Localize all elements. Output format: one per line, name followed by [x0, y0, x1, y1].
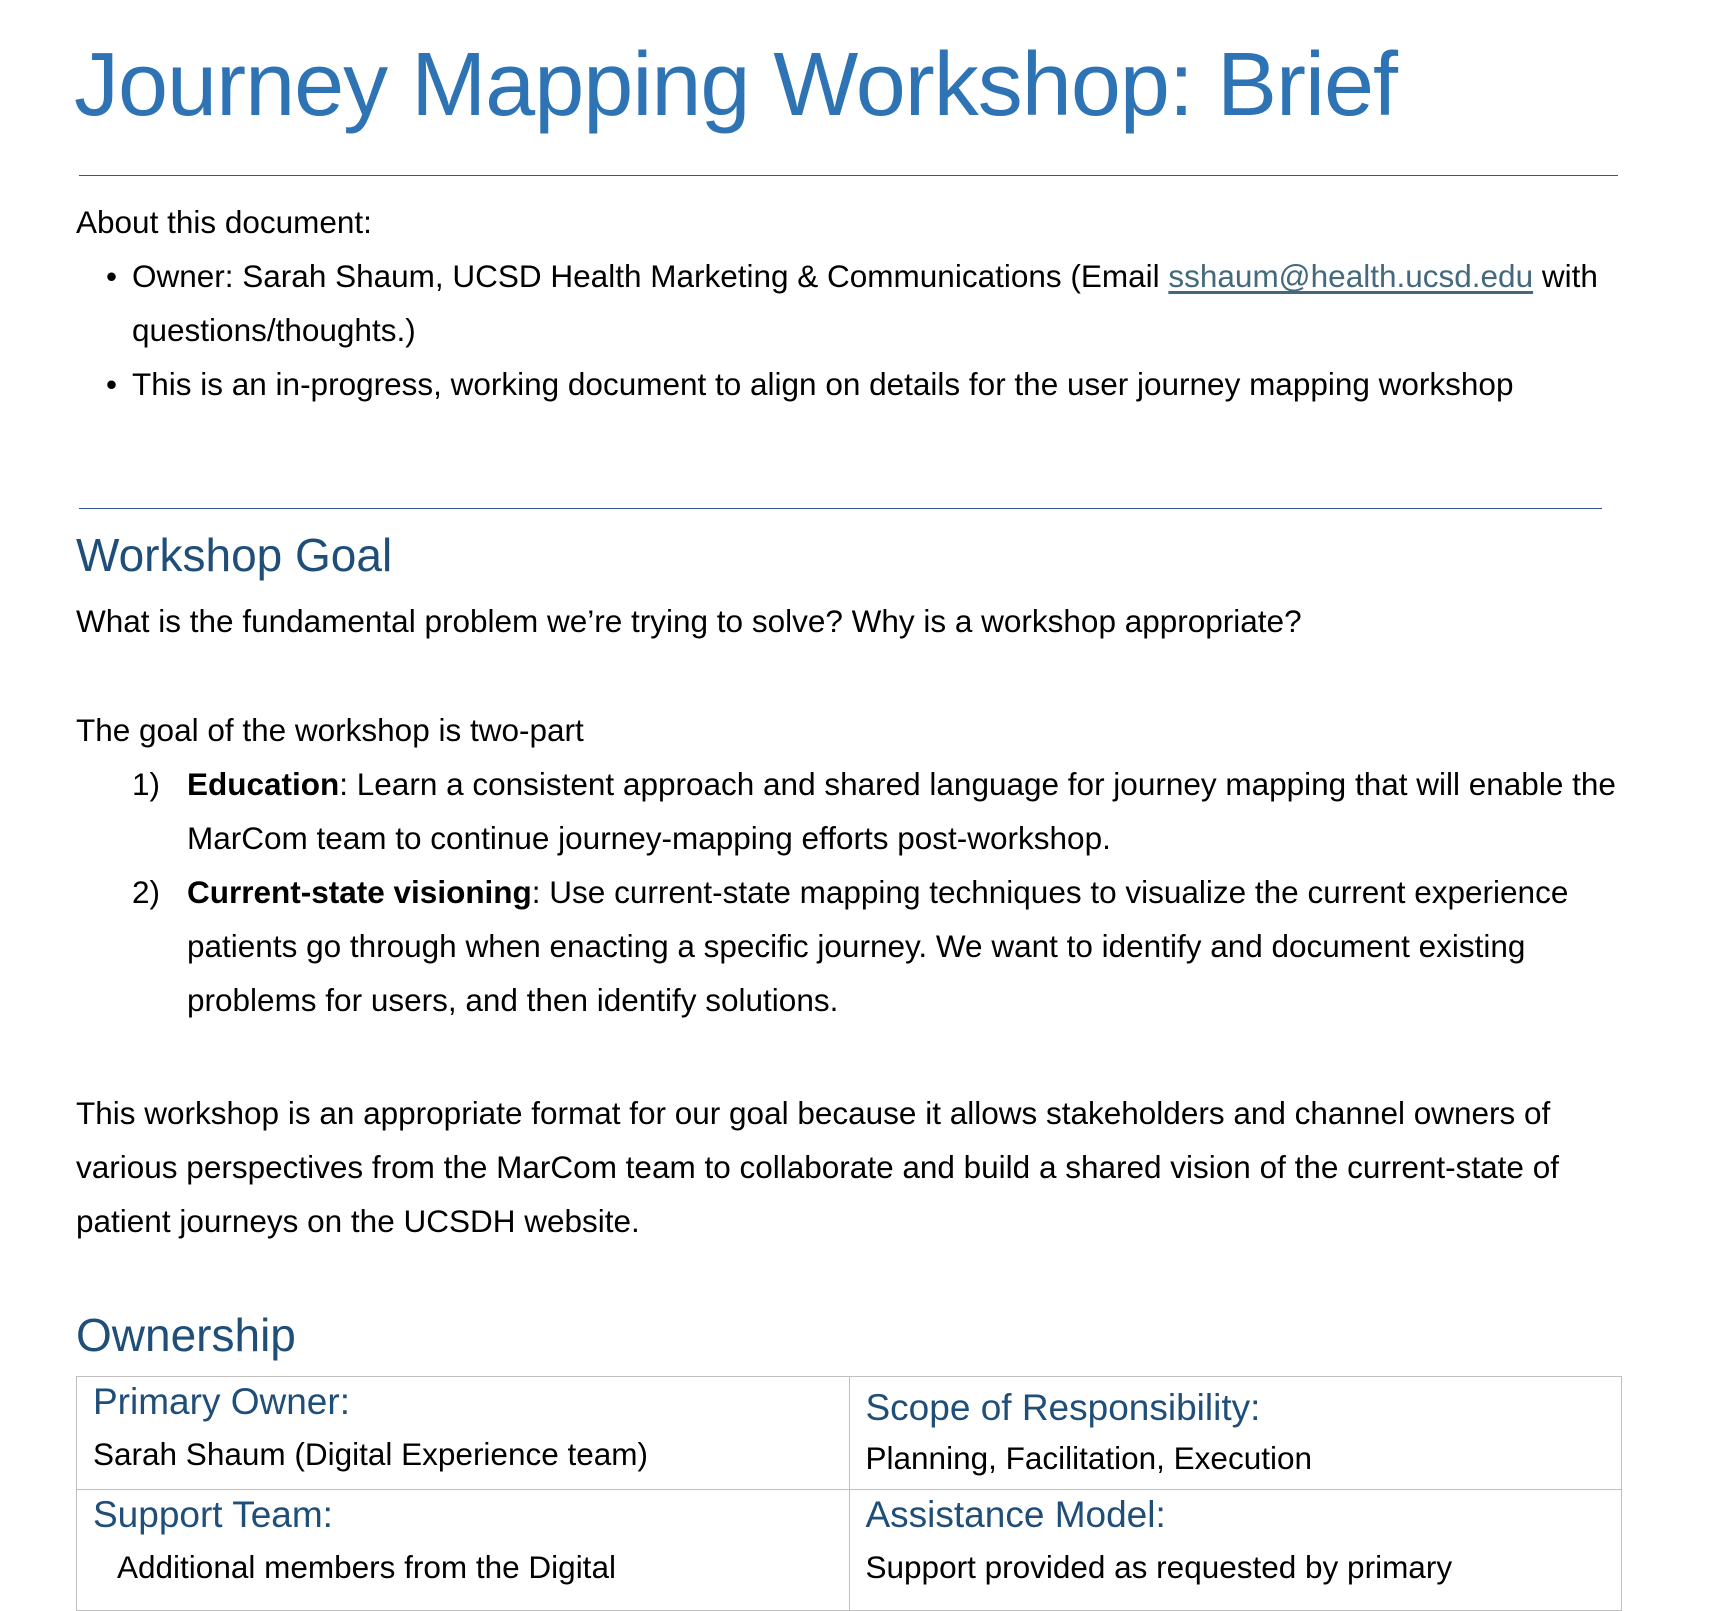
- about-bullet-progress: [76, 357, 1636, 411]
- workshop-goal-intro: The goal of the workshop is two-part: [76, 712, 584, 748]
- support-team-value: Additional members from the Digital: [117, 1549, 616, 1585]
- bullet-icon: •: [106, 366, 118, 402]
- about-bullet-owner: [76, 249, 1636, 357]
- owner-suffix: with questions/thoughts.): [132, 258, 1598, 348]
- owner-prefix: Owner: Sarah Shaum, UCSD Health Marketing & Communications (Email: [132, 258, 1169, 294]
- ownership-heading: Ownership: [76, 1309, 296, 1361]
- assistance-cell: [849, 1490, 1622, 1611]
- workshop-question: What is the fundamental problem we’re trying to solve? Why is a workshop appropriate?: [76, 603, 1302, 639]
- progress-text: This is an in-progress, working document to align on details for the user journey mapping workshop: [132, 366, 1514, 402]
- bullet-icon: •: [106, 258, 118, 294]
- workshop-closing-paragraph: This workshop is an appropriate format for our goal because it allows stakeholders and channel owners of various perspectives from the MarCom team to collaborate and build a shared vision of the current-state of patient journeys on the UCSDH website.: [76, 1095, 1559, 1239]
- assistance-label: Assistance Model:: [865, 1494, 1166, 1535]
- primary-owner-value: Sarah Shaum (Digital Experience team): [93, 1436, 649, 1472]
- support-team-label: Support Team:: [93, 1494, 333, 1535]
- goal-item-education: [76, 757, 1646, 865]
- goal-text: : Learn a consistent approach and shared language for journey mapping that will enable the MarCom team to continue journey-mapping efforts post-workshop.: [187, 766, 1616, 856]
- scope-value: Planning, Facilitation, Execution: [865, 1440, 1313, 1476]
- primary-owner-cell: [77, 1377, 850, 1490]
- scope-cell: [849, 1377, 1622, 1490]
- scope-label: Scope of Responsibility:: [865, 1387, 1261, 1428]
- support-team-cell: [77, 1490, 850, 1611]
- owner-email-link[interactable]: sshaum@health.ucsd.edu: [1168, 258, 1534, 294]
- title-divider: [79, 175, 1618, 176]
- goal-number: 1): [132, 766, 161, 802]
- goal-list: [76, 757, 1646, 1027]
- ownership-table: [76, 1376, 1622, 1611]
- table-row: [77, 1490, 1622, 1611]
- about-label: About this document:: [76, 204, 372, 240]
- workshop-goal-heading: Workshop Goal: [76, 529, 393, 581]
- primary-owner-label: Primary Owner:: [93, 1381, 350, 1422]
- about-bullet-list: [76, 249, 1636, 411]
- goal-number: 2): [132, 874, 161, 910]
- table-row: [77, 1377, 1622, 1490]
- goal-title: Current-state visioning: [187, 874, 532, 910]
- document-title: Journey Mapping Workshop: Brief: [74, 35, 1397, 135]
- goal-text: : Use current-state mapping techniques to visualize the current experience patients go through when enacting a specific journey. We want to identify and document existing problems for users, and then identify solutions.: [187, 874, 1569, 1018]
- assistance-value: Support provided as requested by primary: [865, 1549, 1453, 1585]
- goal-item-visioning: [76, 865, 1646, 1027]
- goal-title: Education: [187, 766, 340, 802]
- about-divider: [79, 508, 1602, 509]
